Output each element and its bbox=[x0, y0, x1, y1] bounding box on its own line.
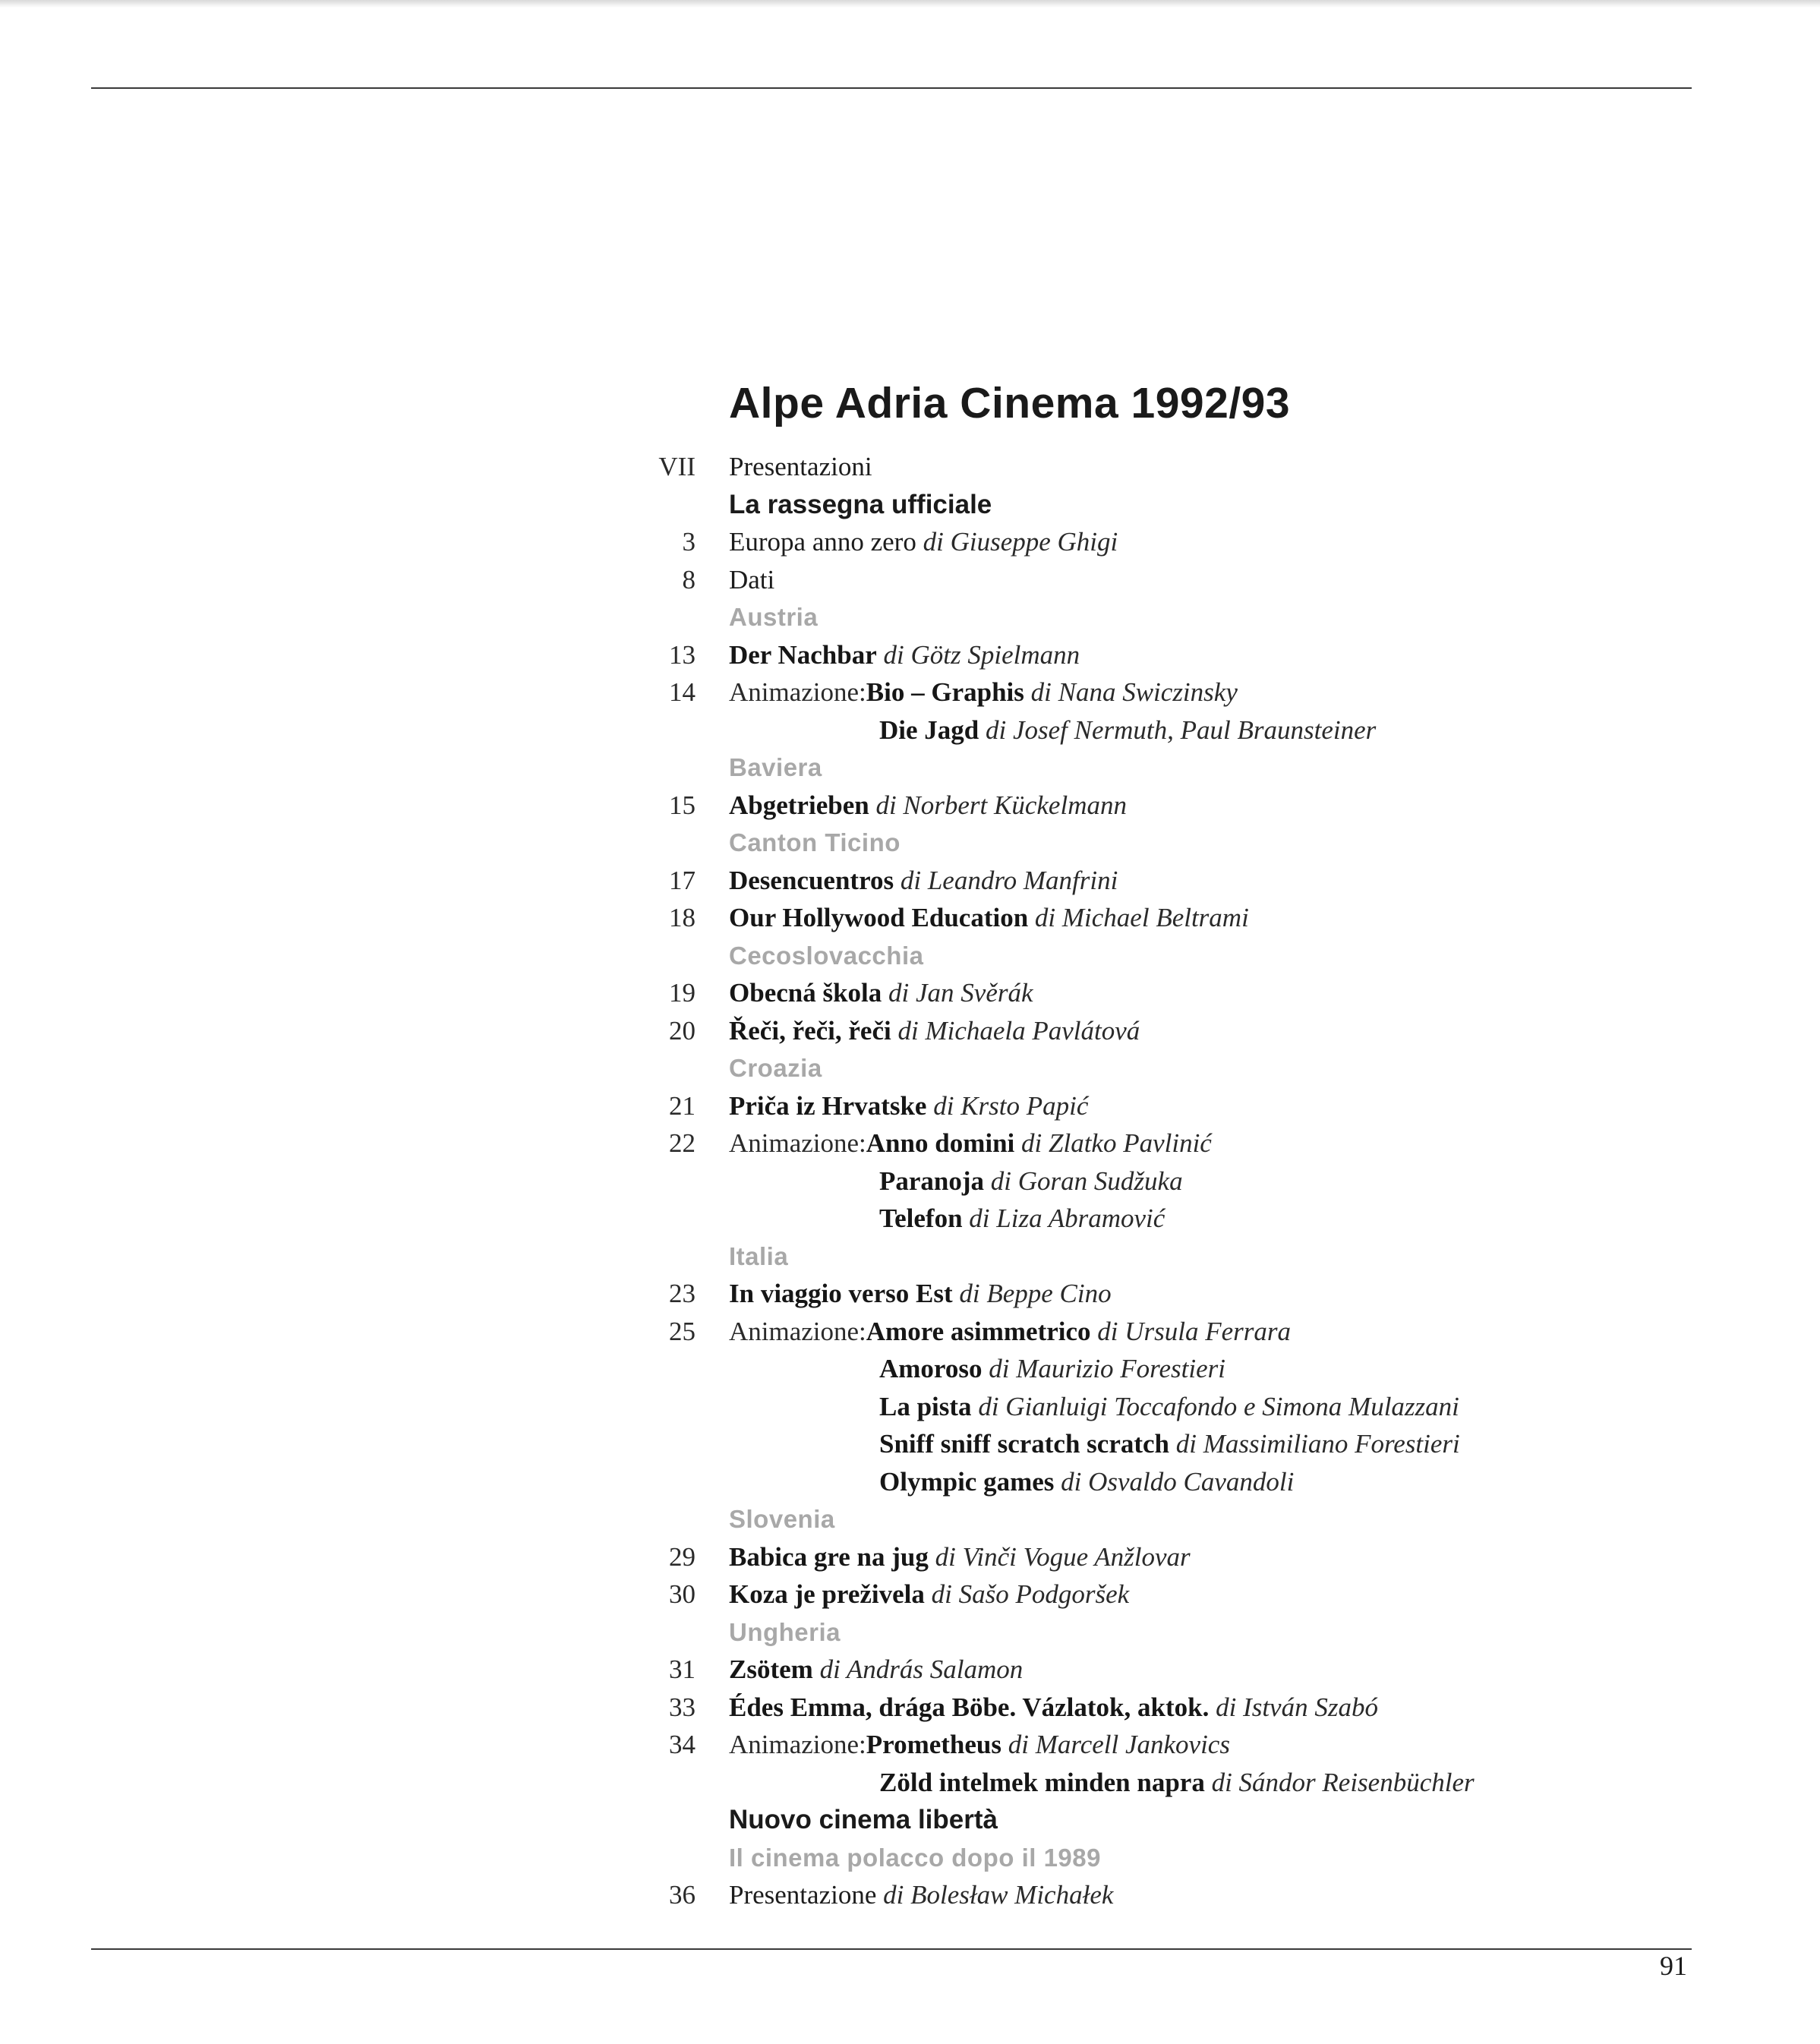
entry-text bbox=[729, 937, 923, 975]
page-number: 91 bbox=[1660, 1951, 1687, 1981]
page-ref: 22 bbox=[669, 1128, 696, 1158]
top-rule bbox=[91, 87, 1692, 89]
director-credit: di Norbert Kückelmann bbox=[875, 790, 1127, 820]
country-name: Croazia bbox=[729, 1054, 822, 1082]
toc-entry bbox=[638, 448, 1701, 486]
page-title: Alpe Adria Cinema 1992/93 bbox=[729, 379, 1291, 427]
director-credit: di Nana Swiczinsky bbox=[1030, 677, 1238, 707]
entry-text bbox=[729, 899, 1249, 937]
entry-text bbox=[879, 1388, 1459, 1426]
entry-text bbox=[729, 673, 1238, 711]
film-title: Bio – Graphis bbox=[866, 677, 1024, 707]
toc-entry bbox=[638, 636, 1701, 674]
film-title: Koza je preživela bbox=[729, 1579, 925, 1609]
page-ref: 20 bbox=[669, 1015, 696, 1046]
page-ref: 3 bbox=[682, 527, 696, 557]
director-credit: di András Salamon bbox=[819, 1654, 1024, 1684]
page-ref: 34 bbox=[669, 1730, 696, 1759]
entry-text bbox=[729, 1500, 835, 1538]
entry-prefix: Animazione: bbox=[729, 1316, 866, 1346]
toc-entry bbox=[638, 899, 1701, 937]
country-heading bbox=[638, 598, 1701, 636]
entry-text bbox=[879, 1463, 1294, 1501]
toc-subentry bbox=[638, 1463, 1701, 1501]
director-credit: di Sándor Reisenbüchler bbox=[1211, 1767, 1475, 1797]
entry-text bbox=[729, 1651, 1023, 1689]
toc-subentry bbox=[638, 1425, 1701, 1463]
film-title: Anno domini bbox=[866, 1128, 1015, 1158]
director-credit: di Zlatko Pavlinić bbox=[1021, 1128, 1212, 1158]
page-ref: 13 bbox=[669, 639, 696, 670]
director-credit: di Josef Nermuth, Paul Braunsteiner bbox=[986, 714, 1377, 745]
toc-subentry bbox=[638, 1764, 1701, 1802]
entry-label: Presentazione bbox=[729, 1880, 877, 1910]
entry-text bbox=[729, 1538, 1191, 1576]
film-title: Desencuentros bbox=[729, 865, 894, 895]
country-name: Slovenia bbox=[729, 1505, 835, 1533]
film-title: Olympic games bbox=[879, 1466, 1055, 1497]
toc-entry bbox=[638, 787, 1701, 825]
country-name: Il cinema polacco dopo il 1989 bbox=[729, 1843, 1101, 1872]
director-credit: di Götz Spielmann bbox=[883, 639, 1080, 670]
page-ref: 33 bbox=[669, 1692, 696, 1722]
toc-subentry bbox=[638, 1350, 1701, 1388]
page-ref: 17 bbox=[669, 865, 696, 895]
director-credit: di Leandro Manfrini bbox=[900, 865, 1118, 895]
toc-entry bbox=[638, 1651, 1701, 1689]
entry-text bbox=[729, 1801, 998, 1839]
country-heading bbox=[638, 1613, 1701, 1651]
entry-text bbox=[879, 1200, 1165, 1238]
toc-entry bbox=[638, 1538, 1701, 1576]
page-ref: 31 bbox=[669, 1654, 696, 1684]
entry-text bbox=[729, 749, 822, 787]
entry-label: Dati bbox=[729, 564, 775, 595]
toc-entry bbox=[638, 862, 1701, 900]
entry-text bbox=[729, 1012, 1140, 1050]
section-heading bbox=[638, 1801, 1701, 1839]
film-title: Der Nachbar bbox=[729, 639, 877, 670]
director-credit: di Beppe Cino bbox=[959, 1279, 1112, 1308]
director-credit: di Bolesław Michałek bbox=[883, 1880, 1114, 1910]
entry-text bbox=[729, 1726, 1230, 1764]
page-ref: 8 bbox=[682, 564, 696, 595]
director-credit: di Maurizio Forestieri bbox=[989, 1354, 1225, 1383]
toc-entry bbox=[638, 1125, 1701, 1162]
director-credit: di Gianluigi Toccafondo e Simona Mulazzani bbox=[978, 1391, 1459, 1421]
director-credit: di Michael Beltrami bbox=[1034, 903, 1249, 932]
entry-text bbox=[729, 448, 872, 486]
toc-entry bbox=[638, 1313, 1701, 1351]
toc-entry bbox=[638, 1726, 1701, 1764]
page-ref: 18 bbox=[669, 903, 696, 932]
toc-entry bbox=[638, 974, 1701, 1012]
director-credit: di Sašo Podgoršek bbox=[931, 1579, 1130, 1609]
section-title: Nuovo cinema libertà bbox=[729, 1805, 998, 1834]
country-heading bbox=[638, 1500, 1701, 1538]
toc-entry bbox=[638, 1275, 1701, 1313]
entry-text bbox=[729, 486, 992, 524]
entry-text bbox=[729, 1087, 1088, 1125]
toc-entry bbox=[638, 1012, 1701, 1050]
entry-text bbox=[729, 1238, 788, 1276]
entry-text bbox=[729, 561, 774, 599]
country-name: Baviera bbox=[729, 753, 822, 781]
film-title: Paranoja bbox=[879, 1166, 985, 1196]
toc-entry bbox=[638, 673, 1701, 711]
director-credit: di Osvaldo Cavandoli bbox=[1061, 1466, 1295, 1497]
country-heading bbox=[638, 1049, 1701, 1087]
country-heading bbox=[638, 749, 1701, 787]
page-ref: 36 bbox=[669, 1880, 696, 1910]
entry-text bbox=[879, 711, 1376, 749]
entry-text bbox=[729, 1576, 1129, 1613]
entry-text bbox=[729, 974, 1033, 1012]
entry-text bbox=[879, 1764, 1475, 1802]
toc-entry bbox=[638, 1087, 1701, 1125]
director-credit: di Giuseppe Ghigi bbox=[923, 527, 1118, 557]
entry-text bbox=[729, 1049, 822, 1087]
film-title: Édes Emma, drága Böbe. Vázlatok, aktok. bbox=[729, 1692, 1210, 1722]
page-top-edge bbox=[0, 0, 1820, 8]
toc-entry bbox=[638, 561, 1701, 599]
page-ref: 25 bbox=[669, 1316, 696, 1346]
page-ref: 29 bbox=[669, 1541, 696, 1572]
section-title: La rassegna ufficiale bbox=[729, 489, 992, 519]
page-ref: 14 bbox=[669, 677, 696, 707]
entry-text bbox=[729, 862, 1118, 900]
entry-text bbox=[729, 1689, 1378, 1727]
film-title: Telefon bbox=[879, 1203, 963, 1233]
section-heading bbox=[638, 486, 1701, 524]
director-credit: di Liza Abramović bbox=[969, 1203, 1165, 1233]
director-credit: di Vinči Vogue Anžlovar bbox=[935, 1541, 1191, 1572]
director-credit: di István Szabó bbox=[1216, 1692, 1378, 1722]
film-title: Babica gre na jug bbox=[729, 1541, 929, 1572]
director-credit: di Michaela Pavlátová bbox=[897, 1015, 1140, 1046]
toc-subentry bbox=[638, 711, 1701, 749]
country-name: Canton Ticino bbox=[729, 828, 901, 856]
film-title: Priča iz Hrvatske bbox=[729, 1090, 927, 1121]
toc-subentry bbox=[638, 1162, 1701, 1200]
director-credit: di Jan Svěrák bbox=[888, 978, 1033, 1008]
entry-text bbox=[729, 1125, 1212, 1162]
country-heading bbox=[638, 824, 1701, 862]
country-heading bbox=[638, 1238, 1701, 1276]
page-ref: 23 bbox=[669, 1279, 696, 1308]
entry-prefix: Animazione: bbox=[729, 677, 866, 707]
entry-text bbox=[729, 824, 901, 862]
toc-subentry bbox=[638, 1200, 1701, 1238]
film-title: Our Hollywood Education bbox=[729, 903, 1029, 932]
director-credit: di Goran Sudžuka bbox=[990, 1166, 1183, 1196]
page-ref: 19 bbox=[669, 978, 696, 1008]
entry-text bbox=[729, 1839, 1101, 1877]
film-title: Amoroso bbox=[879, 1354, 983, 1383]
director-credit: di Ursula Ferrara bbox=[1097, 1316, 1292, 1346]
entry-text bbox=[729, 636, 1080, 674]
film-title: Řeči, řeči, řeči bbox=[729, 1015, 891, 1046]
country-heading bbox=[638, 937, 1701, 975]
entry-text bbox=[729, 1613, 841, 1651]
bottom-rule bbox=[91, 1948, 1692, 1950]
toc-entry bbox=[638, 523, 1701, 561]
country-name: Ungheria bbox=[729, 1617, 841, 1646]
entry-text bbox=[879, 1162, 1183, 1200]
film-title: La pista bbox=[879, 1391, 972, 1421]
toc-entry bbox=[638, 1576, 1701, 1613]
film-title: Die Jagd bbox=[879, 714, 979, 745]
entry-label: Europa anno zero bbox=[729, 527, 916, 557]
film-title: Prometheus bbox=[866, 1730, 1001, 1759]
film-title: Sniff sniff scratch scratch bbox=[879, 1429, 1170, 1459]
film-title: Obecná škola bbox=[729, 978, 882, 1008]
page-ref: VII bbox=[658, 452, 696, 481]
toc-subentry bbox=[638, 1388, 1701, 1426]
director-credit: di Massimiliano Forestieri bbox=[1175, 1429, 1460, 1459]
country-name: Austria bbox=[729, 603, 819, 631]
country-name: Cecoslovacchia bbox=[729, 941, 924, 970]
page-ref: 15 bbox=[669, 790, 696, 820]
table-of-contents bbox=[638, 448, 1701, 1914]
film-title: Zöld intelmek minden napra bbox=[879, 1767, 1205, 1797]
film-title: Zsötem bbox=[729, 1654, 813, 1684]
film-title: Amore asimmetrico bbox=[866, 1316, 1091, 1346]
film-title: In viaggio verso Est bbox=[729, 1279, 953, 1308]
entry-text bbox=[729, 1275, 1112, 1313]
page-ref: 21 bbox=[669, 1090, 696, 1121]
toc-entry bbox=[638, 1876, 1701, 1914]
entry-text bbox=[879, 1425, 1460, 1463]
entry-text bbox=[729, 523, 1118, 561]
director-credit: di Krsto Papić bbox=[933, 1090, 1089, 1121]
page-ref: 30 bbox=[669, 1579, 696, 1609]
entry-text bbox=[729, 598, 818, 636]
entry-prefix: Animazione: bbox=[729, 1128, 866, 1158]
entry-text bbox=[729, 1876, 1113, 1914]
film-title: Abgetrieben bbox=[729, 790, 869, 820]
entry-text bbox=[879, 1350, 1225, 1388]
toc-entry bbox=[638, 1689, 1701, 1727]
country-heading bbox=[638, 1839, 1701, 1877]
country-name: Italia bbox=[729, 1241, 789, 1270]
entry-label: Presentazioni bbox=[729, 452, 872, 481]
entry-text bbox=[729, 787, 1127, 825]
director-credit: di Marcell Jankovics bbox=[1008, 1730, 1230, 1759]
entry-text bbox=[729, 1313, 1291, 1351]
entry-prefix: Animazione: bbox=[729, 1730, 866, 1759]
